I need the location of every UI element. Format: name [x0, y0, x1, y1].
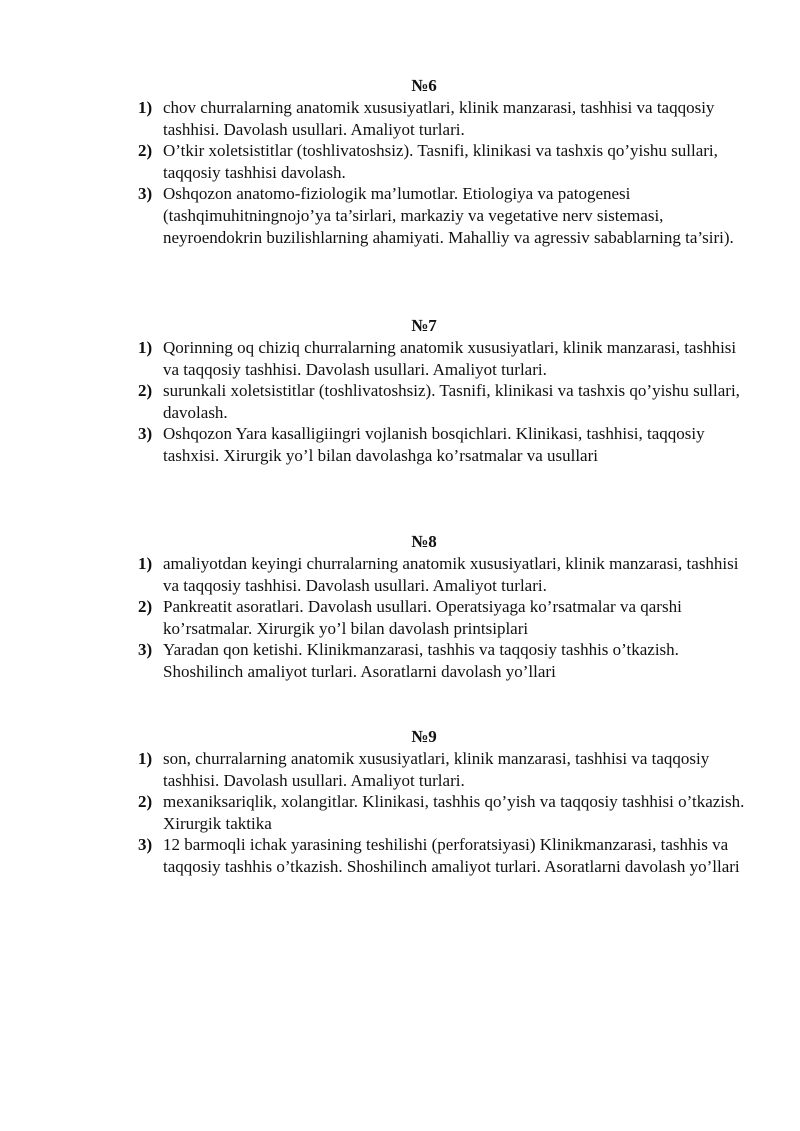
question-list [0, 553, 800, 683]
question-number: 2) [138, 381, 153, 401]
question-text: Oshqozon Yara kasalligiingri vojlanish bosqichlari. Klinikasi, tashhisi, taqqosiy tashxisi. Xirurgik yo’l bilan davolashga ko’rsatmalar va usullari [163, 424, 705, 465]
question-item [0, 791, 800, 834]
question-number: 1) [138, 338, 153, 357]
ticket-section-9 [0, 726, 800, 878]
question-item [0, 423, 800, 466]
question-text: Yaradan qon ketishi. Klinikmanzarasi, tashhis va taqqosiy tashhis o’tkazish. Shoshilinch amaliyot turlari. Asoratlarni davolash yo’llari [163, 640, 679, 681]
question-item [0, 337, 800, 380]
question-list [0, 748, 800, 878]
section-title: №6 [411, 76, 437, 95]
question-item [0, 748, 800, 791]
question-number: 2) [138, 597, 153, 617]
question-text: son, churralarning anatomik xususiyatlari, klinik manzarasi, tashhisi va taqqosiy tashhisi. Davolash usullari. Amaliyot turlari. [163, 749, 710, 790]
question-item [0, 97, 800, 140]
question-number: 3) [138, 424, 153, 444]
question-number: 2) [138, 141, 153, 161]
ticket-section-7 [0, 315, 800, 467]
question-number: 3) [138, 640, 153, 660]
question-text: O’tkir xoletsistitlar (toshlivatoshsiz). Tasnifi, klinikasi va tashxis qo’yishu sullari, taqqosiy tashhisi davolash. [163, 141, 718, 182]
question-text: amaliyotdan keyingi churralarning anatomik xususiyatlari, klinik manzarasi, tashhisi va taqqosiy tashhisi. Davolash usullari. Amaliyot turlari. [163, 554, 739, 595]
section-title: №9 [411, 727, 437, 746]
question-number: 2) [138, 792, 153, 812]
question-number: 1) [138, 749, 153, 768]
question-item [0, 140, 800, 183]
question-text: 12 barmoqli ichak yarasining teshilishi (perforatsiyasi) Klinikmanzarasi, tashhis va taqqosiy tashhis o’tkazish. Shoshilinch amaliyot turlari. Asoratlarni davolash yo’llari [163, 835, 740, 876]
question-item [0, 834, 800, 877]
ticket-section-6 [0, 75, 800, 248]
question-text: Pankreatit asoratlari. Davolash usullari. Operatsiyaga ko’rsatmalar va qarshi ko’rsatmalar. Xirurgik yo’l bilan davolash printsiplari [163, 597, 682, 638]
question-item [0, 380, 800, 423]
question-item [0, 596, 800, 639]
question-text: chov churralarning anatomik xususiyatlari, klinik manzarasi, tashhisi va taqqosiy tashhisi. Davolash usullari. Amaliyot turlari. [163, 98, 715, 139]
section-title: №7 [411, 316, 437, 335]
question-text: surunkali xoletsistitlar (toshlivatoshsiz). Tasnifi, klinikasi va tashxis qo’yishu sullari, davolash. [163, 381, 740, 422]
question-number: 1) [138, 98, 153, 117]
question-item [0, 553, 800, 596]
question-item [0, 639, 800, 682]
question-text: Oshqozon anatomo-fiziologik ma’lumotlar. Etiologiya va patogenesi (tashqimuhitningnojo’ya ta’sirlari, markaziy va vegetative nerv sistemasi, neyroendokrin buzilishlarning ahamiyati. Mahalliy va agressiv sabablarning ta’siri). [163, 184, 734, 247]
question-number: 3) [138, 184, 153, 204]
question-number: 3) [138, 835, 153, 855]
question-list [0, 337, 800, 467]
question-text: mexaniksariqlik, xolangitlar. Klinikasi, tashhis qo’yish va taqqosiy tashhisi o’tkazish. Xirurgik taktika [163, 792, 745, 833]
section-title: №8 [411, 532, 437, 551]
question-list [0, 97, 800, 248]
question-number: 1) [138, 554, 153, 573]
ticket-section-8 [0, 531, 800, 683]
question-text: Qorinning oq chiziq churralarning anatomik xususiyatlari, klinik manzarasi, tashhisi va taqqosiy tashhisi. Davolash usullari. Amaliyot turlari. [163, 338, 737, 379]
question-item [0, 183, 800, 248]
